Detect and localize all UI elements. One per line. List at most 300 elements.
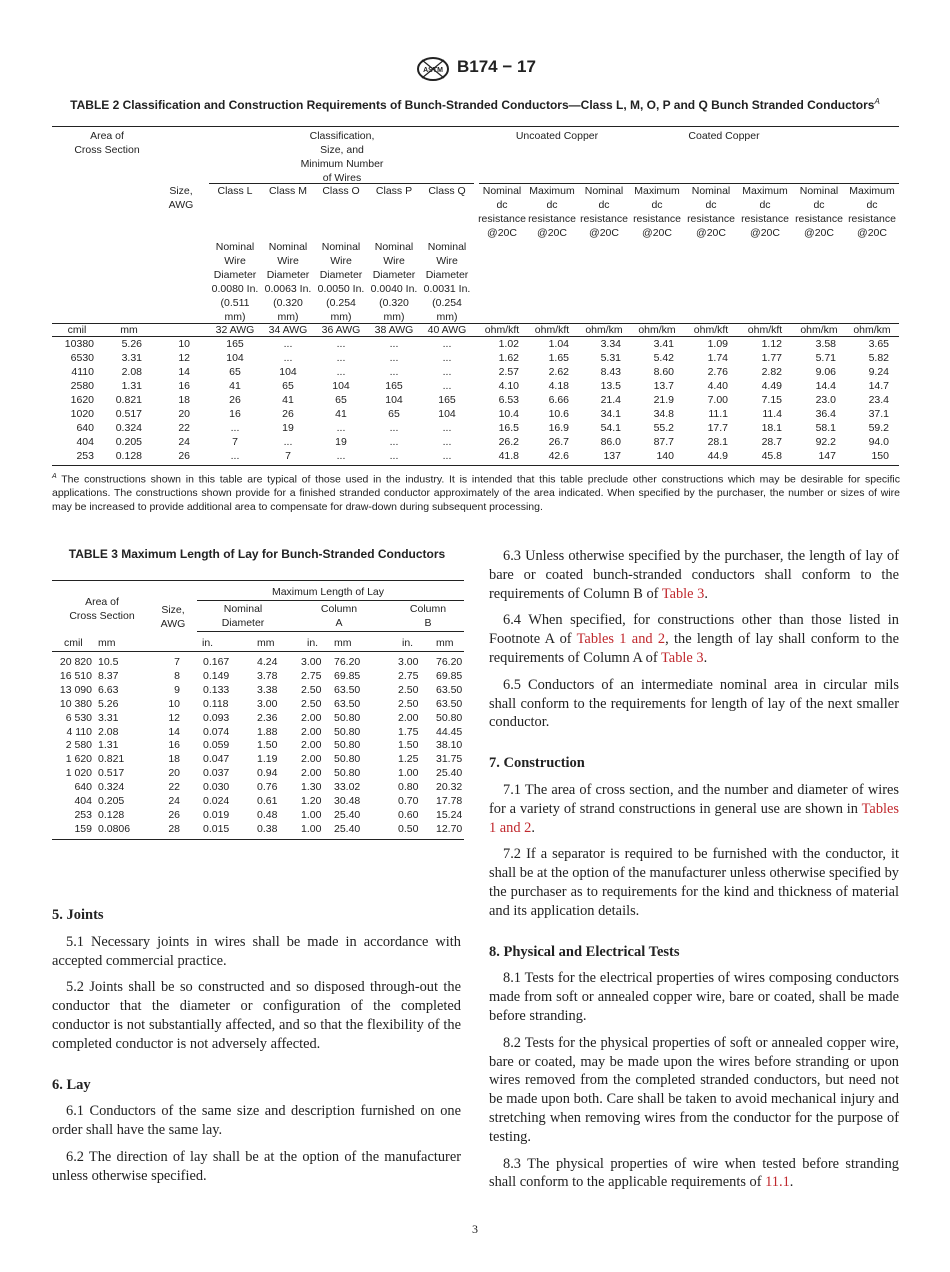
table2-bottom-rule [52, 465, 899, 466]
section-8-heading: 8. Physical and Electrical Tests [489, 943, 680, 960]
table2-cell: 2.76 [707, 366, 728, 378]
table2-cell: 16 [178, 380, 190, 392]
table3-cell: 0.149 [203, 669, 230, 682]
table3-cell: 2.75 [398, 669, 419, 682]
table3-cell: 1.88 [257, 725, 278, 738]
table3-cell: 0.074 [203, 725, 230, 738]
table3-cell: 25.40 [436, 767, 463, 780]
table2-cell: 1.31 [121, 380, 142, 392]
table2-class-header: Class O [322, 185, 360, 197]
table3-cell: 0.133 [203, 683, 230, 696]
table2-cell: 4.18 [548, 380, 569, 392]
table2-wire-diameter-header: Diameter [319, 269, 363, 281]
table2-cell: 1.74 [707, 352, 728, 364]
table2-cell: 26.7 [548, 436, 569, 448]
table3-sub-header: A [335, 617, 343, 629]
table2-cell: 1.77 [761, 352, 782, 364]
table3-cell: 50.80 [334, 739, 361, 752]
table2-cell: 0.205 [115, 436, 142, 448]
table2-resistance-header: dc [651, 199, 663, 211]
table2-wire-diameter-header: 0.0063 In. [264, 283, 312, 295]
table2-resistance-header: resistance [795, 213, 843, 225]
table2-cell: ... [389, 422, 399, 434]
table3-cell: 1.75 [398, 725, 419, 738]
table3-cell: 76.20 [334, 656, 361, 668]
table2-cell: ... [389, 450, 399, 462]
table2-cell: 104 [385, 394, 403, 406]
table2-wire-diameter-header: Nominal [374, 241, 414, 253]
table2-cell: ... [389, 338, 399, 350]
table3-cell: 0.70 [398, 795, 419, 807]
table3-cell: 16 [168, 739, 180, 752]
table2-cell: 5.26 [121, 338, 142, 350]
table3-cell: 69.85 [334, 669, 361, 682]
table2-wire-diameter-header: mm) [330, 311, 352, 323]
table2-cell: 3.31 [121, 352, 142, 364]
table2-size-header: AWG [168, 199, 194, 211]
table3-cell: 0.059 [203, 739, 230, 752]
table3-unit-cell: in. [307, 637, 319, 649]
table2-cell: 26 [282, 408, 294, 420]
table2-cell: 10.4 [498, 408, 519, 420]
table2-classification-header: Minimum Number [300, 158, 384, 170]
table2-resistance-header: dc [598, 199, 610, 211]
table2-cell: 28.7 [761, 436, 782, 448]
table2-cell: 104 [226, 352, 244, 364]
table3-cell: 0.093 [203, 711, 230, 724]
table2-cell: 0.821 [115, 394, 142, 406]
table2-cell: 41 [335, 408, 347, 420]
svg-text:ASTM: ASTM [423, 67, 443, 74]
table2-cell: 21.9 [653, 394, 674, 406]
table2-cell: 11.4 [762, 408, 782, 420]
table3-max-lay-rule [197, 600, 464, 601]
table2-cell: 42.6 [548, 450, 569, 462]
table3-top-rule [52, 580, 464, 581]
table3-header-bottom-rule [52, 651, 464, 652]
table2-cell: 6530 [70, 352, 94, 364]
table2-cell: 37.1 [868, 408, 889, 420]
table2-cell: 34.1 [600, 408, 621, 420]
table3-cell: 3.00 [398, 656, 419, 668]
table2-wire-diameter-header: Wire [436, 255, 458, 267]
table2-resistance-header: dc [813, 199, 825, 211]
table2-cell: 59.2 [868, 422, 889, 434]
table3-cell: 2.50 [398, 683, 419, 696]
table2-cell: 17.7 [707, 422, 728, 434]
table2-cell: 13.7 [653, 380, 674, 392]
table2-wire-diameter-header: mm) [224, 311, 246, 323]
table2-title-footnote-marker: A [874, 97, 880, 106]
table2-cell: 4.40 [707, 380, 728, 392]
table3-cell: 640 [74, 781, 92, 794]
table2-area-header: Area of [90, 130, 124, 142]
table3-cell: 1.50 [257, 739, 278, 752]
astm-logo [416, 56, 450, 82]
table2-cell: ... [442, 450, 452, 462]
table2-wire-diameter-header: Diameter [213, 269, 257, 281]
table2-resistance-header: Nominal [691, 185, 731, 197]
table2-cell: 3.65 [868, 338, 889, 350]
table2-unit-cell: ohm/kft [534, 324, 570, 336]
table2-cell: ... [283, 352, 293, 364]
paragraph-8-3: 8.3 The physical properties of wire when tested before stranding shall conform to the applicable requirements of 11.1. [489, 1155, 899, 1191]
table2-cell: 8.60 [653, 366, 674, 378]
table2-cell: ... [336, 338, 346, 350]
table2-cell: ... [336, 352, 346, 364]
table2-cell: ... [230, 422, 240, 434]
tables-1-and-2-link[interactable]: Tables 1 and 2 [489, 800, 899, 836]
table3-cell: 1.31 [98, 739, 119, 752]
table3-size-header: AWG [160, 618, 186, 630]
table2-wire-diameter-header: mm) [436, 311, 458, 323]
table2-cell: ... [336, 422, 346, 434]
table2-cell: ... [442, 422, 452, 434]
table3-cell: 1.50 [398, 739, 419, 752]
table3-cell: 3.38 [257, 683, 278, 696]
table2-unit-cell: ohm/km [800, 324, 838, 336]
table3-cell: 0.019 [203, 808, 230, 821]
table2-cell: 87.7 [653, 436, 674, 448]
table2-cell: 7 [232, 436, 238, 448]
table3-cell: 2.00 [301, 753, 322, 766]
table2-cell: 150 [871, 450, 889, 462]
table2-cell: 3.58 [815, 338, 836, 350]
table3-cell: 14 [168, 725, 180, 738]
table3-cell: 2.50 [398, 697, 419, 710]
table3-cell: 16 510 [59, 669, 92, 682]
table2-cell: ... [230, 450, 240, 462]
table3-sub-header: Diameter [221, 617, 265, 629]
paragraph-7-2: 7.2 If a separator is required to be furnished with the conductor, it shall be at the option of the manufacturer unless otherwise specified by the purchaser as to requirements for the kind and thickness of material and its application details. [489, 846, 899, 919]
table2-cell: ... [442, 380, 452, 392]
section-6-heading: 6. Lay [52, 1076, 91, 1093]
table2-title: TABLE 2 Classification and Construction Requirements of Bunch-Stranded Conductors—Class L, M, O, P and Q Bunch Stranded Conductors$^A$ [70, 97, 880, 112]
table2-resistance-header: dc [496, 199, 508, 211]
table2-wire-diameter-header: (0.320 [273, 297, 303, 309]
page-number: 3 [472, 1222, 478, 1236]
table2-wire-diameter-header: (0.254 [326, 297, 356, 309]
table2-unit-cell: 36 AWG [321, 324, 361, 336]
table2-class-header: Class P [375, 185, 413, 197]
table2-cell: 1020 [70, 408, 94, 420]
table3-cell: 9 [174, 683, 180, 696]
table3-cell: 0.94 [257, 767, 278, 780]
table2-cell: 2.82 [761, 366, 782, 378]
table2-unit-cell: ohm/km [638, 324, 676, 336]
table2-cell: 147 [818, 450, 836, 462]
table3-bottom-rule [52, 839, 464, 840]
table3-cell: 0.76 [257, 781, 278, 794]
table2-cell: 41.8 [498, 450, 519, 462]
table2-footnote [52, 470, 900, 514]
table2-wire-diameter-header: Wire [277, 255, 299, 267]
table3-cell: 3.00 [257, 697, 278, 710]
table3-cell: 0.205 [98, 795, 125, 807]
table2-resistance-header: @20C [537, 227, 567, 239]
table3-cell: 0.517 [98, 767, 125, 780]
table2-resistance-header: Maximum [849, 185, 895, 197]
table2-size-header: Size, [169, 185, 193, 197]
table2-cell: 1.62 [498, 352, 519, 364]
table2-resistance-header: resistance [741, 213, 789, 225]
table2-resistance-header: @20C [750, 227, 780, 239]
table2-resistance-header: resistance [478, 213, 526, 225]
table2-cell: 54.1 [600, 422, 621, 434]
table2-cell: ... [283, 436, 293, 448]
table2-cell: 165 [226, 338, 244, 350]
paragraph-6-3: 6.3 Unless otherwise specified by the purchaser, the length of lay of bare or coated bunch-stranded conductors shall conform to the requirements of Column B of Table 3. [489, 548, 899, 602]
table2-unit-cell: 38 AWG [374, 324, 414, 336]
table2-unit-cell: ohm/km [853, 324, 891, 336]
table3-cell: 159 [74, 822, 92, 835]
table3-cell: 63.50 [334, 697, 361, 710]
table3-cell: 6 530 [65, 711, 92, 724]
table2-cell: 7 [285, 450, 291, 462]
table2-cell: 16 [229, 408, 241, 420]
table3-cell: 44.45 [436, 725, 463, 738]
table2-cell: 23.4 [868, 394, 889, 406]
table2-wire-diameter-header: (0.320 [379, 297, 409, 309]
paragraph-6-2: 6.2 The direction of lay shall be at the option of the manufacturer unless otherwise specified. [52, 1148, 461, 1184]
table2-cell: 1.04 [548, 338, 569, 350]
paragraph-8-1: 8.1 Tests for the electrical properties of wires composing conductors made from soft or annealed copper wire, bare or coated, shall be made before stranding. [489, 970, 899, 1024]
table3-cell: 10.5 [98, 656, 119, 668]
table2-unit-cell: ohm/kft [484, 324, 520, 336]
table3-cell: 76.20 [436, 656, 463, 668]
table2-cell: 36.4 [815, 408, 836, 420]
table2-cell: 104 [438, 408, 456, 420]
table3-cell: 50.80 [334, 753, 361, 766]
table2-resistance-header: Nominal [799, 185, 839, 197]
table2-resistance-header: dc [546, 199, 558, 211]
table2-unit-cell: cmil [67, 324, 87, 336]
table2-cell: 19 [282, 422, 294, 434]
table2-cell: 165 [438, 394, 456, 406]
table3-cell: 7 [174, 656, 180, 668]
table3-cell: 20 [168, 767, 180, 780]
table3-cell: 2.00 [398, 711, 419, 724]
document-header [0, 56, 950, 82]
table3-cell: 2.50 [301, 697, 322, 710]
table2-cell: 23.0 [815, 394, 836, 406]
table2-resistance-header: @20C [696, 227, 726, 239]
table2-cell: 253 [76, 450, 94, 462]
table3-cell: 15.24 [436, 808, 463, 821]
table3-cell: 5.26 [98, 697, 119, 710]
paragraph-6-5: 6.5 Conductors of an intermediate nominal area in circular mils shall conform to the requirements for length of lay of the next smaller conductor. [489, 676, 899, 731]
table2-resistance-header: Maximum [634, 185, 680, 197]
table3-cell: 30.48 [334, 795, 361, 807]
table3-cell: 8 [174, 669, 180, 682]
table3-cell: 0.821 [98, 753, 125, 766]
table2-cell: 13.5 [600, 380, 621, 392]
table2-cell: 0.128 [115, 450, 142, 462]
table2-cell: 41 [282, 394, 294, 406]
table3-cell: 2.50 [301, 683, 322, 696]
table2-cell: 45.8 [761, 450, 782, 462]
table3-cell: 69.85 [436, 669, 463, 682]
table2-unit-cell: 34 AWG [268, 324, 308, 336]
table2-cell: 65 [335, 394, 347, 406]
table2-cell: 65 [282, 380, 294, 392]
table2-wire-diameter-header: (0.254 [432, 297, 462, 309]
table2-cell: 1.09 [707, 338, 728, 350]
table3-cell: 10 380 [59, 697, 92, 710]
table2-resistance-header: Maximum [529, 185, 575, 197]
table2-resistance-header: @20C [857, 227, 887, 239]
table2-coated-header: Coated Copper [688, 130, 760, 142]
table3-cell: 2.00 [301, 725, 322, 738]
table2-cell: 10380 [64, 338, 94, 350]
table3-cell: 0.61 [257, 795, 278, 807]
table2-cell: 26.2 [498, 436, 519, 448]
table3-cell: 63.50 [436, 683, 463, 696]
table2-cell: 5.82 [868, 352, 889, 364]
table2-resistance-header: dc [866, 199, 878, 211]
table2-wire-diameter-header: 0.0080 In. [211, 283, 259, 295]
table3-cell: 8.37 [98, 669, 119, 682]
table2-cell: 3.41 [653, 338, 674, 350]
table2-cell: ... [389, 436, 399, 448]
table2-cell: 26 [178, 450, 190, 462]
table2-cell: ... [442, 366, 452, 378]
table3-cell: 50.80 [334, 725, 361, 738]
table2-cell: 41 [229, 380, 241, 392]
table2-uncoated-header: Uncoated Copper [515, 130, 599, 142]
table2-classification-header: Classification, [309, 130, 375, 142]
table3-cell: 3.31 [98, 711, 119, 724]
table2-unit-cell: ohm/kft [747, 324, 783, 336]
table2-resistance-header: @20C [642, 227, 672, 239]
table2-cell: 65 [229, 366, 241, 378]
table2-class-header: Class Q [428, 185, 466, 197]
tables-1-and-2-link[interactable]: Tables 1 and 2 [576, 631, 666, 648]
table2-cell: ... [442, 436, 452, 448]
table3-link[interactable]: Table 3 [661, 585, 705, 602]
table2-cell: 16.9 [548, 422, 569, 434]
table2-cell: 7.00 [707, 394, 728, 406]
table2-cell: 28.1 [707, 436, 728, 448]
table3-max-lay-header: Maximum Length of Lay [271, 586, 385, 598]
table2-cell: 640 [76, 422, 94, 434]
table2-cell: ... [336, 366, 346, 378]
table3-cell: 0.037 [203, 767, 230, 780]
table3-link[interactable]: Table 3 [661, 649, 704, 666]
table2-unit-cell: 32 AWG [215, 324, 255, 336]
table3-cell: 63.50 [334, 683, 361, 696]
table3-cell: 2.75 [301, 669, 322, 682]
table2-cell: 8.43 [600, 366, 621, 378]
table3-cell: 38.10 [436, 739, 463, 752]
table3-cell: 2.36 [257, 711, 278, 724]
table2-cell: 18 [178, 394, 190, 406]
table2-wire-diameter-header: Diameter [372, 269, 416, 281]
section-11-1-link[interactable]: 11.1 [765, 1174, 790, 1191]
table2-cell: 1.02 [498, 338, 519, 350]
section-5-heading: 5. Joints [52, 907, 104, 923]
right-column-text [489, 547, 899, 1200]
table3-cell: 4.24 [257, 656, 278, 668]
table2-wire-diameter-header: Wire [224, 255, 246, 267]
table2-cell: ... [442, 338, 452, 350]
table2-cell: 0.517 [115, 408, 142, 420]
footnote-text: The constructions shown in this table are typical of those used in the industry. It is intended that this table preclude other constructions which may be desirable for specific applications. The constructions shown provide for a finished stranded conductor approximately of the area indicated. When specified by the purchaser, the number or sizes of wire may be increased to provide additional area to compensate for draw-down during subsequent processing. [52, 473, 900, 513]
table2-cell: 21.4 [600, 394, 621, 406]
table3-cell: 17.78 [436, 795, 463, 807]
table2-cell: 18.1 [761, 422, 782, 434]
table3-cell: 25.40 [334, 822, 361, 835]
paragraph-6-4: 6.4 When specified, for constructions other than those listed in Footnote A of Tables 1 and 2, the length of lay shall conform to the requirements of Column A of Table 3. [489, 612, 899, 666]
table2-cell: 7.15 [761, 394, 782, 406]
section-7-heading: 7. Construction [489, 755, 585, 772]
table3-cell: 0.167 [203, 656, 230, 668]
table2-cell: 20 [178, 408, 190, 420]
left-column-text [52, 906, 461, 1194]
table2-class-header: Class M [269, 185, 307, 197]
table3-cell: 13 090 [59, 683, 92, 696]
table2-wire-diameter-header: 0.0040 In. [370, 283, 418, 295]
table3-cell: 4 110 [66, 725, 92, 738]
table2-resistance-header: Maximum [742, 185, 788, 197]
table2-cell: 5.71 [815, 352, 836, 364]
table2-cell: 4110 [71, 366, 94, 378]
table3-cell: 0.015 [203, 822, 230, 835]
table2-wire-diameter-header: Nominal [427, 241, 467, 253]
table2-top-rule [52, 126, 899, 127]
table2-cell: 104 [279, 366, 297, 378]
table2-cell: 92.2 [815, 436, 836, 448]
table2-cell: 86.0 [600, 436, 621, 448]
table2-area-header: Cross Section [74, 144, 140, 156]
table2-cell: 24 [178, 436, 190, 448]
table2-wire-diameter-header: Diameter [425, 269, 469, 281]
table2-cell: ... [283, 338, 293, 350]
table2-cell: 14.4 [815, 380, 836, 392]
table3-cell: 6.63 [98, 683, 119, 696]
table2-wire-diameter-header: Nominal [321, 241, 361, 253]
table3-cell: 1.25 [398, 753, 419, 766]
table2-resistance-header: resistance [687, 213, 735, 225]
paragraph-8-2: 8.2 Tests for the physical properties of soft or annealed copper wire, bare or coated, may be made upon the wires before stranding or upon wires removed from the completed stranded conductors, but need not be made upon both. Care shall be taken to avoid mechanical injury and stretching when removing wires from the conductor for the purpose of testing. [489, 1034, 899, 1145]
table3-cell: 20 820 [59, 656, 92, 668]
table3-cell: 0.047 [203, 753, 230, 766]
table2-resistance-header: @20C [804, 227, 834, 239]
table2-cell: 26 [229, 394, 241, 406]
table3-cell: 2.00 [301, 767, 322, 780]
table3-cell: 253 [74, 808, 92, 821]
table2-cell: 55.2 [653, 422, 674, 434]
table3-cell: 0.128 [98, 808, 125, 821]
table2-resistance-header: dc [705, 199, 717, 211]
table2-cell: 5.42 [653, 352, 674, 364]
table2-cell: 12 [178, 352, 190, 364]
table3-size-header: Size, [161, 604, 185, 616]
table3-sub-header: Column [409, 603, 447, 615]
table2-cell: 1.12 [761, 338, 782, 350]
table2-cell: 2.62 [548, 366, 569, 378]
table2-cell: 6.53 [498, 394, 519, 406]
table2-cell: 104 [332, 380, 350, 392]
table3-cell: 0.50 [398, 822, 419, 835]
table2-cell: 1620 [70, 394, 94, 406]
table2-cell: ... [389, 366, 399, 378]
table3-cell: 10 [168, 697, 180, 710]
table3-cell: 2 580 [65, 739, 92, 752]
table3-cell: 404 [74, 795, 92, 807]
table2-cell: 140 [656, 450, 674, 462]
table3-cell: 26 [168, 808, 180, 821]
